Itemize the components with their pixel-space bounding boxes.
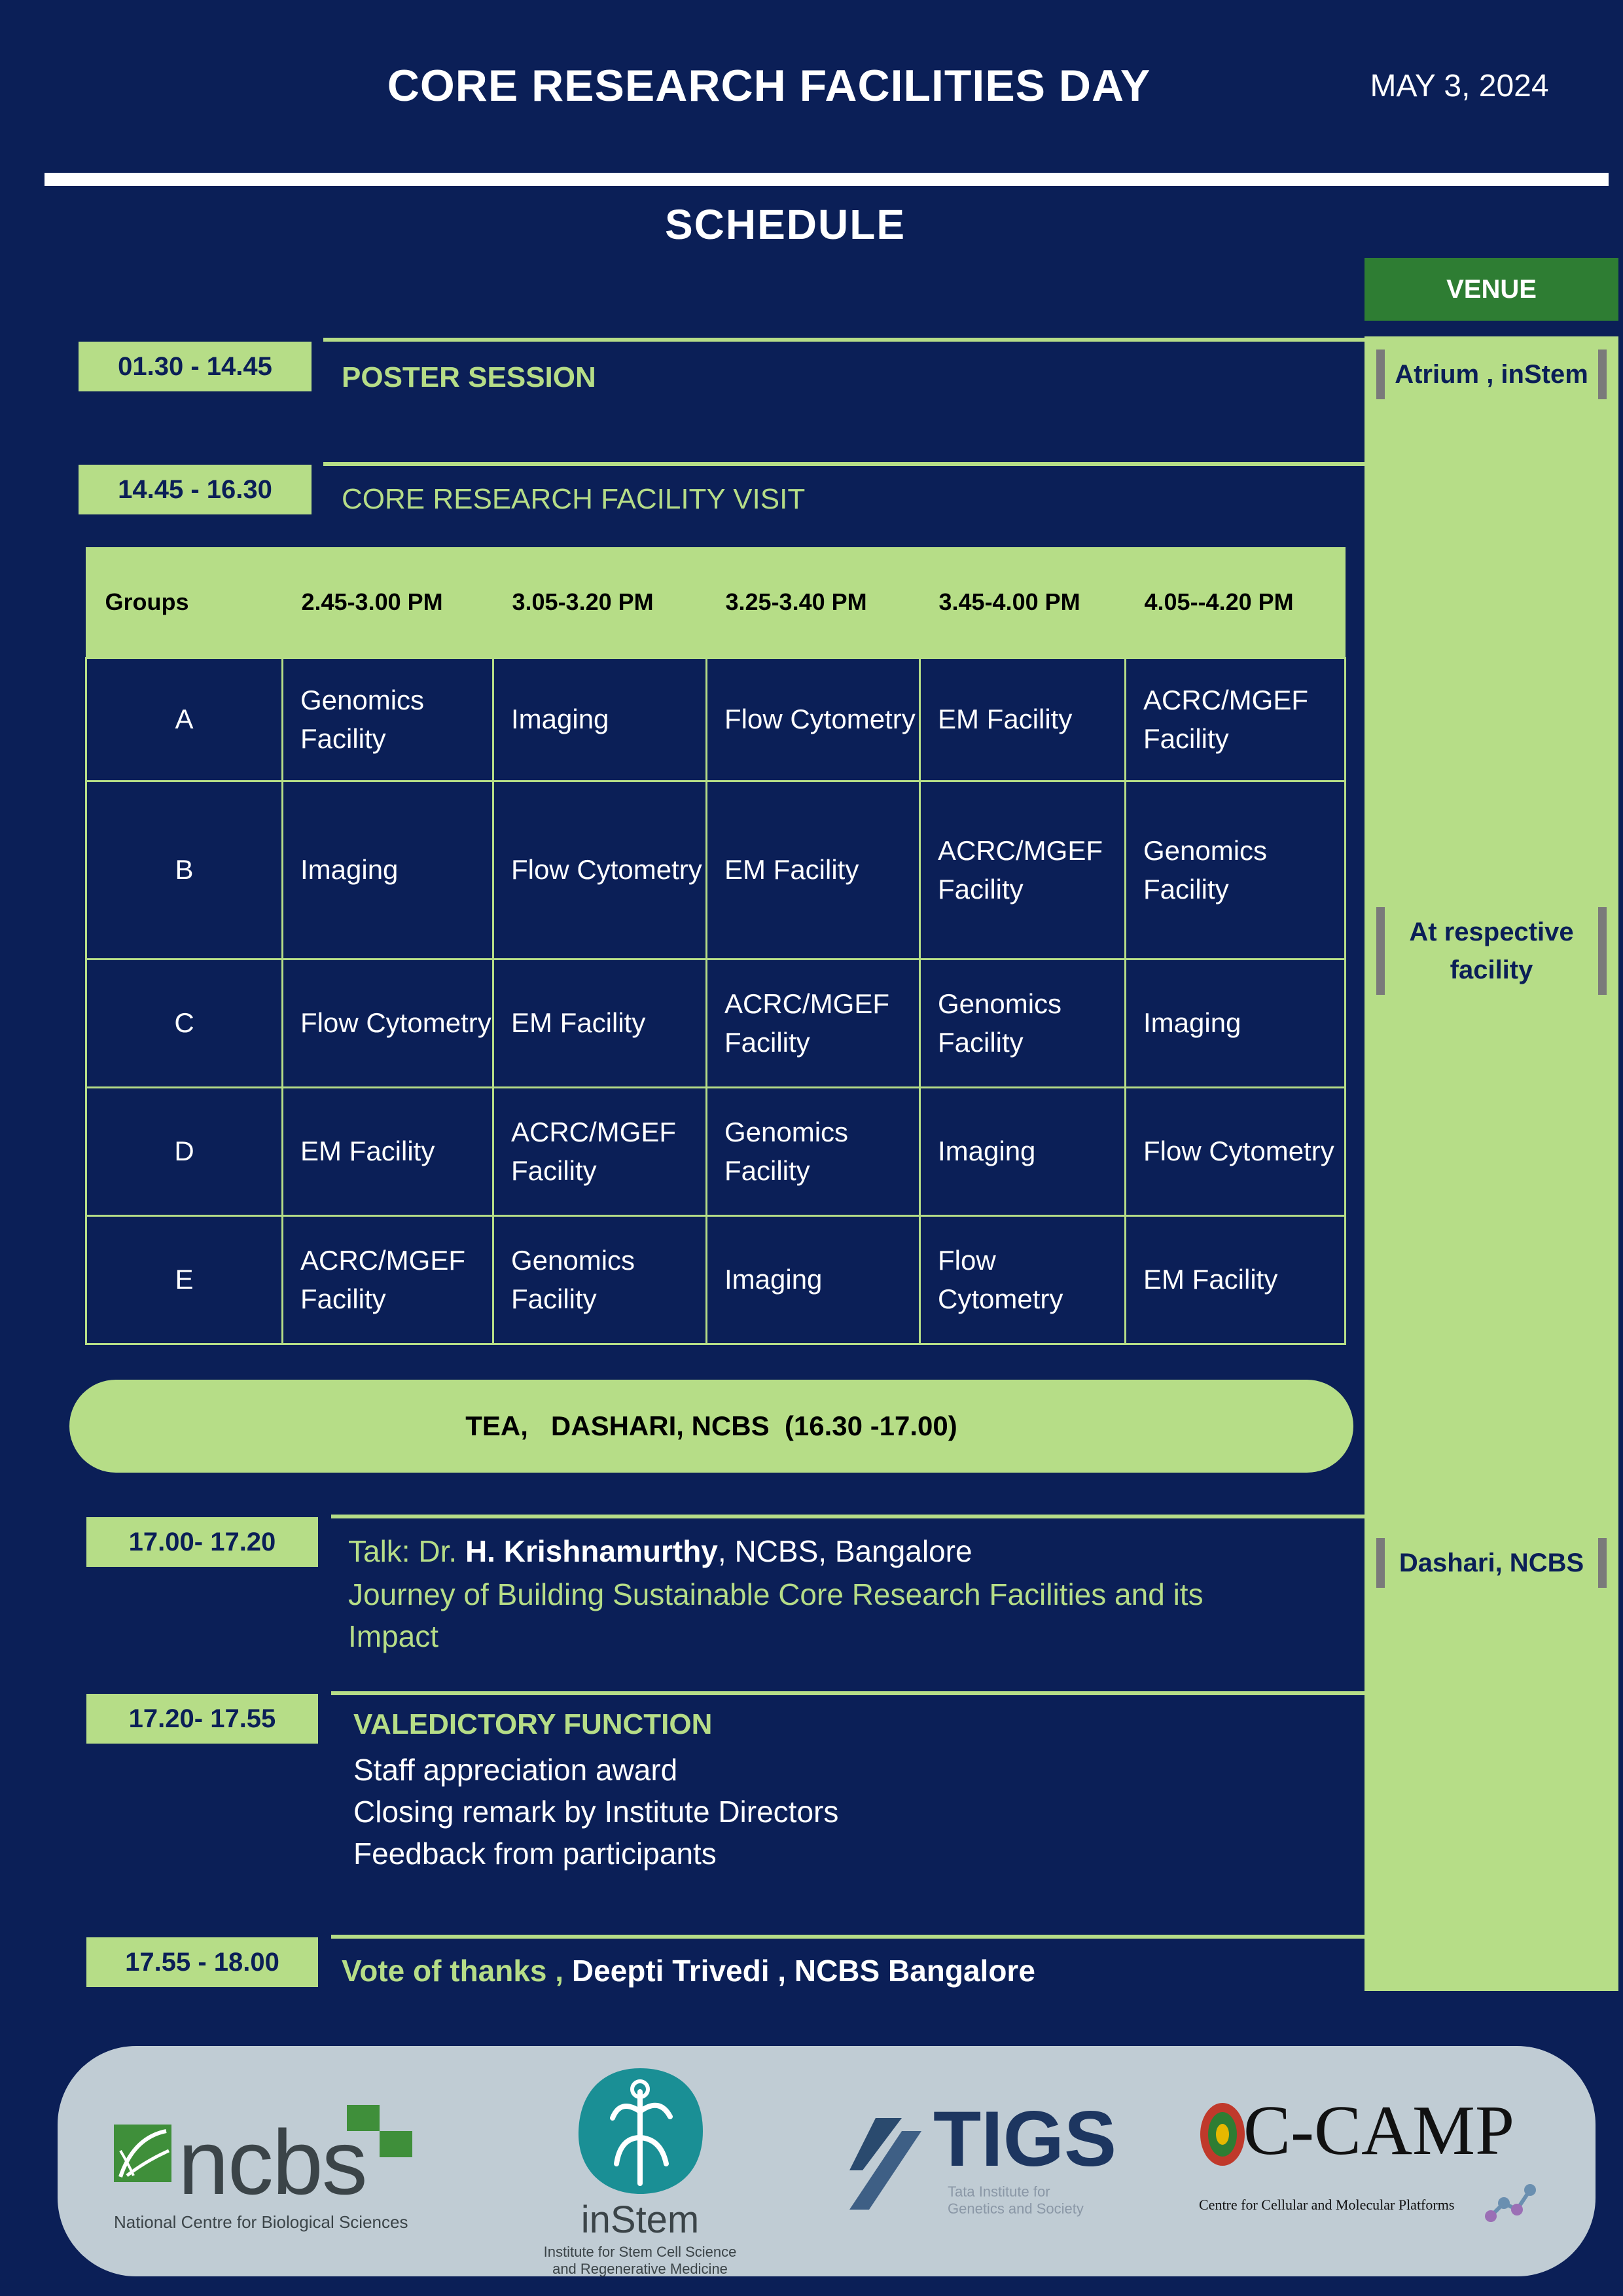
venue-respective-line2: facility <box>1450 956 1533 984</box>
tigs-wordmark: TIGS <box>933 2095 1117 2183</box>
venue-header: VENUE <box>1364 258 1618 321</box>
talk-line <box>331 1515 1365 1518</box>
talk-speaker: H. Krishnamurthy <box>465 1534 718 1568</box>
tigs-fullname <box>948 2183 1084 2218</box>
visit-line <box>323 462 1365 466</box>
talk-title-line1: Journey of Building Sustainable Core Research Facilities and its <box>348 1577 1204 1611</box>
venue-dashari-text: Dashari, NCBS <box>1399 1549 1584 1577</box>
table-cell: ACRC/MGEF Facility <box>707 960 920 1088</box>
table-row <box>86 960 1346 1088</box>
header-divider <box>45 173 1609 186</box>
ccamp-molecule-icon <box>1484 2177 1543 2229</box>
table-row <box>86 781 1346 960</box>
tigs-fullname-line1: Tata Institute for <box>948 2183 1050 2200</box>
visit-label: CORE RESEARCH FACILITY VISIT <box>342 483 806 515</box>
table-cell: ACRC/MGEF Facility <box>920 781 1126 960</box>
table-cell: Genomics Facility <box>920 960 1126 1088</box>
instem-fullname <box>529 2244 751 2278</box>
talk-speaker-line <box>348 1530 972 1572</box>
table-cell: ACRC/MGEF Facility <box>283 1216 493 1344</box>
table-cell: Flow Cytometry <box>493 781 707 960</box>
venue-atrium-text: Atrium , inStem <box>1395 360 1588 389</box>
thanks-line <box>331 1935 1365 1939</box>
ncbs-wordmark: ncbs <box>178 2111 366 2214</box>
table-cell: Flow Cytometry <box>707 658 920 781</box>
col-header-slot-3: 3.25-3.40 PM <box>707 547 920 658</box>
tigs-stripes-icon <box>849 2105 928 2210</box>
table-cell: Imaging <box>707 1216 920 1344</box>
instem-fullname-line1: Institute for Stem Cell Science <box>543 2244 737 2260</box>
ccamp-wordmark: C-CAMP <box>1243 2092 1515 2170</box>
sponsor-footer <box>58 2046 1596 2276</box>
table-cell: ACRC/MGEF Facility <box>493 1088 707 1216</box>
thanks-time: 17.55 - 18.00 <box>86 1937 318 1987</box>
venue-respective-line1: At respective <box>1409 918 1574 946</box>
table-cell: Genomics Facility <box>493 1216 707 1344</box>
table-cell: Genomics Facility <box>707 1088 920 1216</box>
thanks-person: Deepti Trivedi , NCBS Bangalore <box>571 1954 1035 1988</box>
ncbs-fullname: National Centre for Biological Sciences <box>114 2212 408 2232</box>
schedule-heading: SCHEDULE <box>664 201 906 248</box>
table-cell: EM Facility <box>493 960 707 1088</box>
venue-respective <box>1372 907 1611 995</box>
visit-time: 14.45 - 16.30 <box>79 465 312 514</box>
thanks-line-text <box>342 1953 1035 1988</box>
table-cell: Flow Cytometry <box>920 1216 1126 1344</box>
instem-wordmark: inStem <box>580 2198 700 2241</box>
tea-break-banner: TEA, DASHARI, NCBS (16.30 -17.00) <box>69 1380 1353 1473</box>
tigs-fullname-line2: Genetics and Society <box>948 2200 1084 2217</box>
talk-title <box>348 1573 1356 1657</box>
poster-label: POSTER SESSION <box>342 361 596 393</box>
instem-logo <box>529 2066 751 2278</box>
talk-prefix: Talk: Dr. <box>348 1534 457 1568</box>
table-row <box>86 1216 1346 1344</box>
talk-time: 17.00- 17.20 <box>86 1517 318 1567</box>
ncbs-leaf-icon <box>114 2125 179 2187</box>
poster-time: 01.30 - 14.45 <box>79 342 312 391</box>
group-label: B <box>86 781 283 960</box>
page-title: CORE RESEARCH FACILITIES DAY <box>387 61 1151 111</box>
valedictory-time: 17.20- 17.55 <box>86 1694 318 1744</box>
table-cell: ACRC/MGEF Facility <box>1126 658 1346 781</box>
event-date: MAY 3, 2024 <box>1370 69 1549 103</box>
ncbs-logo <box>114 2105 421 2236</box>
rotation-table <box>85 547 1346 1345</box>
col-header-slot-1: 2.45-3.00 PM <box>283 547 493 658</box>
col-header-slot-2: 3.05-3.20 PM <box>493 547 707 658</box>
table-row <box>86 1088 1346 1216</box>
table-cell: EM Facility <box>1126 1216 1346 1344</box>
valedictory-line <box>331 1691 1365 1695</box>
list-item: Closing remark by Institute Directors <box>353 1795 839 1829</box>
list-item: Staff appreciation award <box>353 1753 678 1787</box>
group-label: A <box>86 658 283 781</box>
ccamp-fullname: Centre for Cellular and Molecular Platforms <box>1199 2197 1455 2213</box>
col-header-groups: Groups <box>86 547 283 658</box>
table-cell: Genomics Facility <box>1126 781 1346 960</box>
venue-atrium <box>1372 350 1611 399</box>
group-label: C <box>86 960 283 1088</box>
table-header-row <box>86 547 1346 658</box>
table-cell: Imaging <box>493 658 707 781</box>
thanks-label: Vote of thanks , <box>342 1954 564 1988</box>
ccamp-logo <box>1196 2092 1563 2249</box>
table-row <box>86 658 1346 781</box>
instem-tree-icon <box>575 2066 705 2197</box>
talk-title-line2: Impact <box>348 1619 439 1653</box>
ccamp-cell-icon <box>1196 2098 1249 2170</box>
table-cell: Flow Cytometry <box>283 960 493 1088</box>
table-cell: EM Facility <box>283 1088 493 1216</box>
venue-column <box>1364 336 1618 1991</box>
table-cell: Imaging <box>1126 960 1346 1088</box>
table-cell: Flow Cytometry <box>1126 1088 1346 1216</box>
talk-affiliation: , NCBS, Bangalore <box>717 1534 972 1568</box>
table-cell: EM Facility <box>920 658 1126 781</box>
tigs-logo <box>849 2095 1124 2236</box>
table-cell: Imaging <box>283 781 493 960</box>
group-label: E <box>86 1216 283 1344</box>
venue-dashari <box>1372 1538 1611 1588</box>
table-cell: Imaging <box>920 1088 1126 1216</box>
valedictory-list <box>353 1749 838 1874</box>
col-header-slot-4: 3.45-4.00 PM <box>920 547 1126 658</box>
poster-line <box>323 338 1365 342</box>
valedictory-label: VALEDICTORY FUNCTION <box>353 1708 713 1740</box>
table-cell: EM Facility <box>707 781 920 960</box>
col-header-slot-5: 4.05--4.20 PM <box>1126 547 1346 658</box>
instem-fullname-line2: and Regenerative Medicine <box>552 2261 728 2278</box>
table-cell: Genomics Facility <box>283 658 493 781</box>
group-label: D <box>86 1088 283 1216</box>
list-item: Feedback from participants <box>353 1837 717 1871</box>
